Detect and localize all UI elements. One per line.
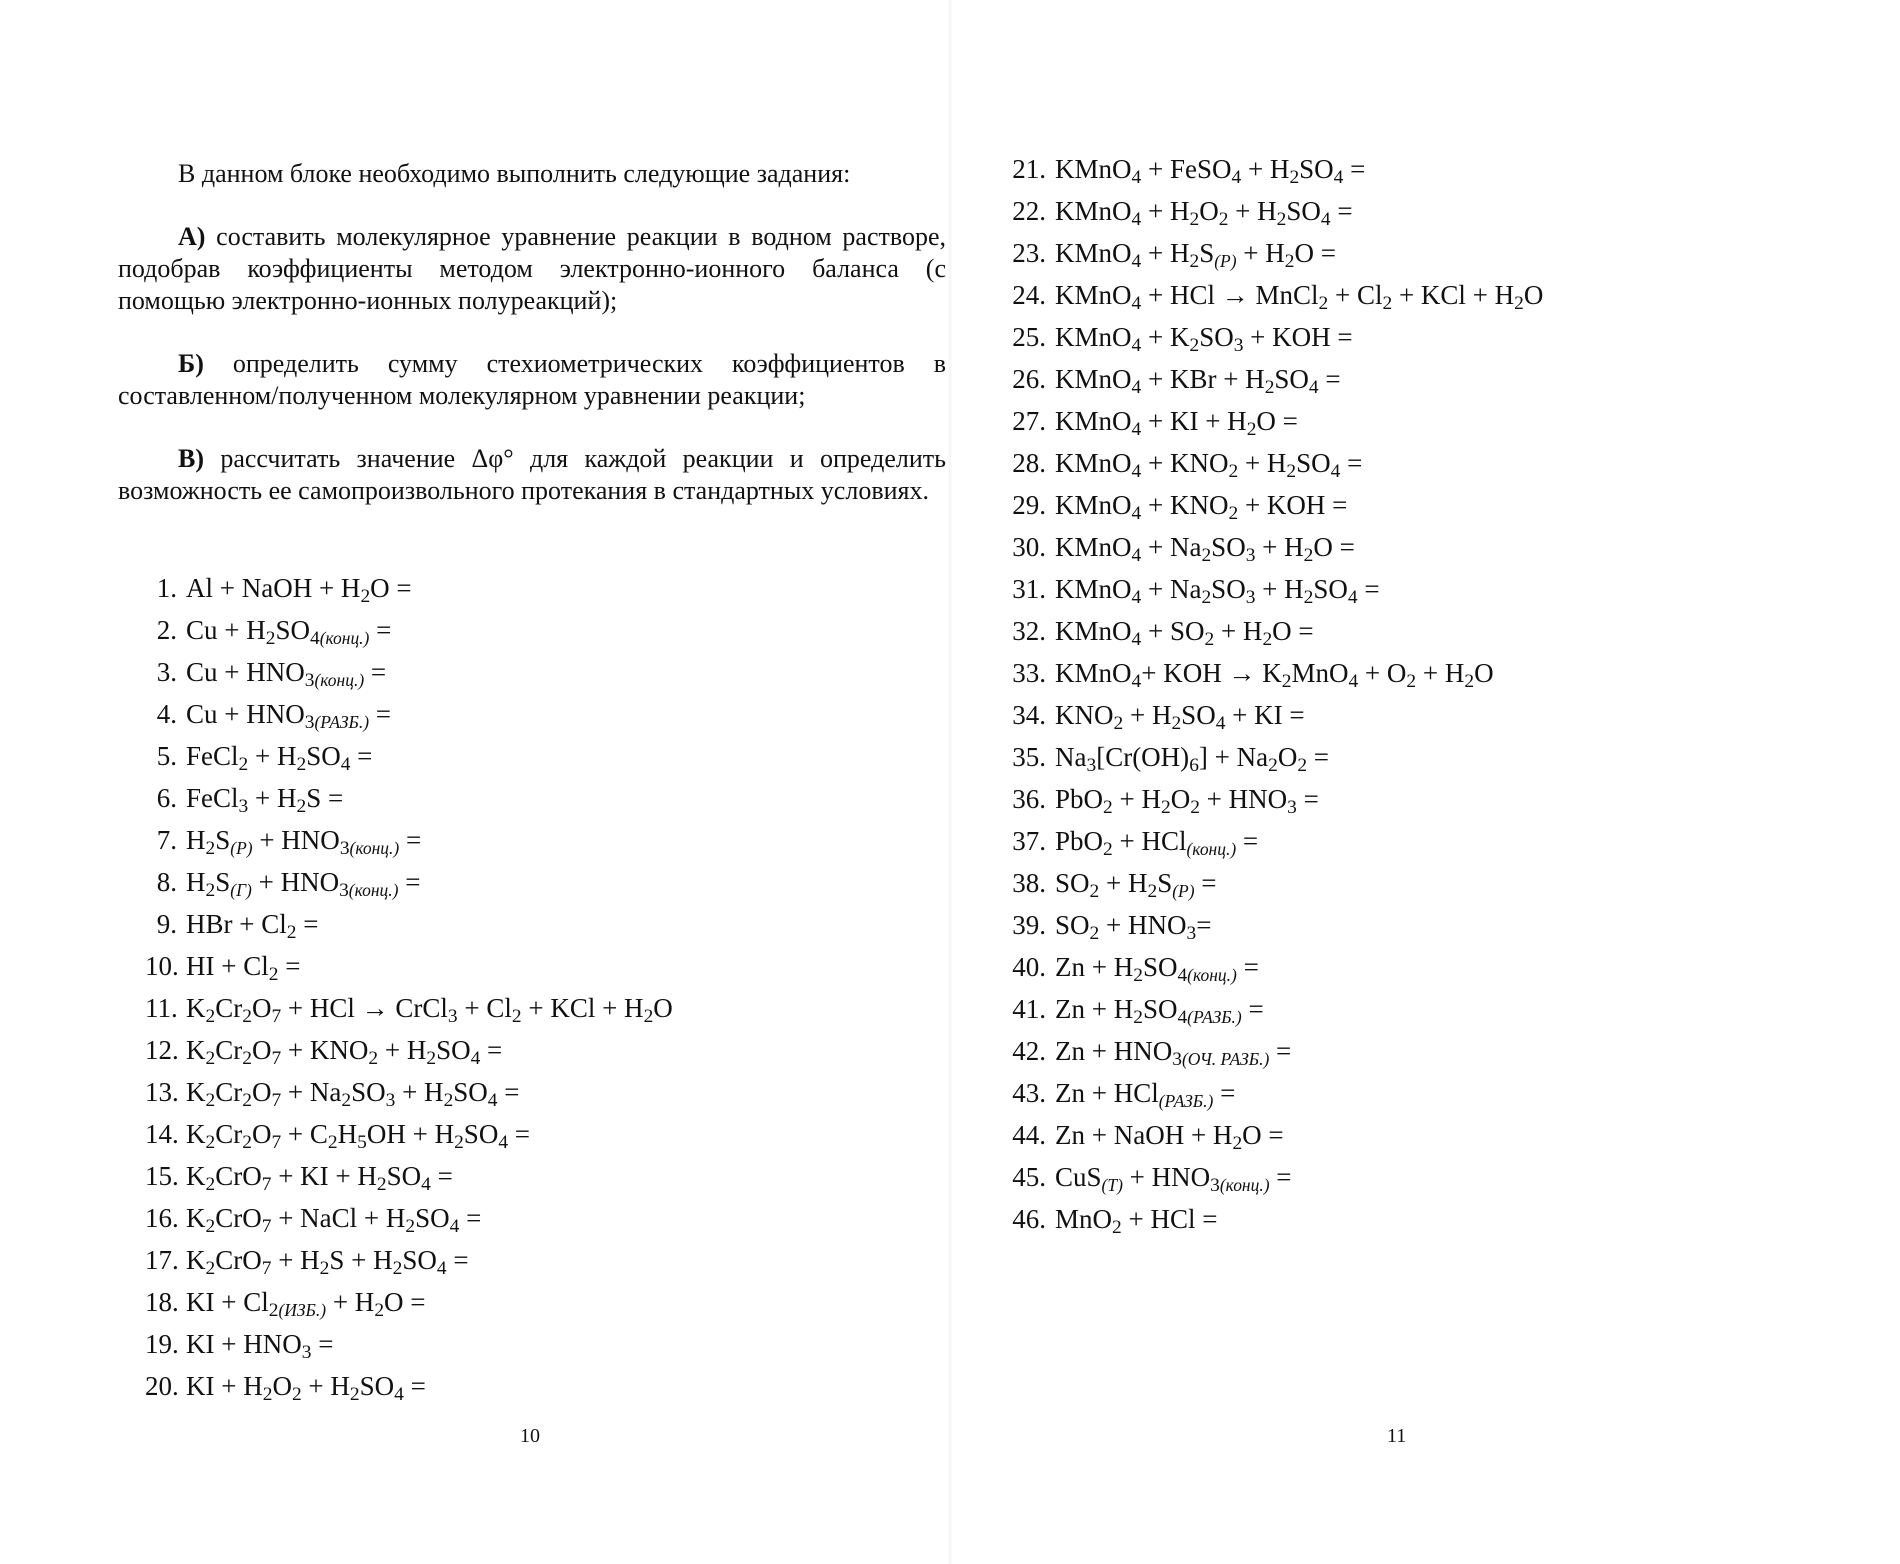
intro-text: В данном блоке необходимо выполнить следующие задания:: [178, 159, 851, 188]
task-a-label: А): [178, 222, 206, 251]
equation-number: 21.: [1012, 154, 1046, 184]
equation-formula: $KNO_2 + H_2SO_4$ + KI =: [1055, 700, 1305, 734]
equation-item: [145, 1071, 673, 1113]
equation-number: 34.: [1012, 700, 1046, 730]
equation-item: [145, 651, 673, 693]
equation-number: 19.: [145, 1329, 179, 1359]
equation-number: 22.: [1012, 196, 1046, 226]
task-b: [118, 348, 946, 412]
equation-item: [1010, 568, 1543, 610]
equation-item: [1010, 904, 1543, 946]
equation-formula: HI + $Cl_2$ =: [186, 951, 301, 985]
page-number-right: 11: [1387, 1425, 1407, 1447]
equation-number: 38.: [1012, 868, 1046, 898]
equation-number: 7.: [156, 825, 177, 855]
equation-item: [1010, 148, 1543, 190]
equation-formula: KMnO$_4$ + $H_2S_{(Р)} + H_2O$ =: [1055, 238, 1336, 272]
equation-formula: PbO$_2$ + HCl$_{(конц.)}$ =: [1055, 826, 1259, 860]
equation-item: [1010, 820, 1543, 862]
equation-item: [1010, 652, 1543, 694]
equation-number: 29.: [1012, 490, 1046, 520]
equation-item: [1010, 1198, 1543, 1240]
task-instructions: [118, 158, 946, 507]
equation-item: [145, 987, 673, 1029]
equation-formula: KI + $HNO_3$ =: [186, 1329, 334, 1363]
equation-number: 30.: [1012, 532, 1046, 562]
equation-formula: $Zn + H_2SO_{4(конц.)}$ =: [1055, 952, 1259, 986]
equation-number: 46.: [1012, 1204, 1046, 1234]
equation-number: 12.: [145, 1035, 179, 1065]
equation-item: [1010, 190, 1543, 232]
equation-formula: $K_2CrO_7$ + NaCl + $H_2SO_4$ =: [186, 1203, 482, 1237]
equation-number: 35.: [1012, 742, 1046, 772]
equation-item: [145, 1281, 673, 1323]
equation-formula: FeCl$_3$ + $H_2S$ =: [186, 783, 344, 817]
equation-item: [1010, 862, 1543, 904]
equation-item: [1010, 1072, 1543, 1114]
equation-number: 14.: [145, 1119, 179, 1149]
equation-item: [145, 1365, 673, 1407]
equation-formula: KMnO$_4$ + $Na_2SO_3 + H_2O$ =: [1055, 532, 1355, 566]
equation-formula: KMnO$_4$ + KI + $H_2O$ =: [1055, 406, 1298, 440]
equation-item: [1010, 1156, 1543, 1198]
equation-formula: $H_2S_{(Г)} + HNO_{3(конц.)}$ =: [186, 867, 421, 901]
equation-item: [145, 777, 673, 819]
equation-item: [1010, 610, 1543, 652]
equation-formula: $SO_2 + H_2S_{(Р)}$ =: [1055, 868, 1217, 902]
equation-item: [145, 609, 673, 651]
equation-item: [1010, 946, 1543, 988]
equation-formula: KMnO$_4$ + HCl → MnCl$_2$ + $Cl_2$ + KCl + $H_2O$: [1055, 280, 1544, 314]
equation-item: [1010, 484, 1543, 526]
equation-formula: $K_2Cr_2O_7$ + HCl → CrCl$_3$ + $Cl_2$ + KCl + $H_2O$: [186, 993, 673, 1027]
equation-number: 17.: [145, 1245, 179, 1275]
equation-number: 18.: [145, 1287, 179, 1317]
equation-formula: MnO$_2$ + HCl =: [1055, 1204, 1218, 1238]
equation-item: [1010, 694, 1543, 736]
equation-item: [145, 1239, 673, 1281]
equation-number: 4.: [156, 699, 177, 729]
equation-number: 1.: [156, 573, 177, 603]
equation-item: [145, 1155, 673, 1197]
equation-formula: $Cu + H_2SO_{4(конц.)}$ =: [186, 615, 392, 649]
equation-item: [145, 861, 673, 903]
equation-formula: $K_2Cr_2O_7 + KNO_2 + H_2SO_4$ =: [186, 1035, 503, 1069]
equation-item: [1010, 274, 1543, 316]
equation-formula: $Zn + HNO_{3(ОЧ. РАЗБ.)}$ =: [1055, 1036, 1292, 1070]
equation-item: [145, 1029, 673, 1071]
equation-number: 28.: [1012, 448, 1046, 478]
equation-item: [1010, 1030, 1543, 1072]
equation-formula: $PbO_2 + H_2O_2 + HNO_3$ =: [1055, 784, 1319, 818]
equation-number: 40.: [1012, 952, 1046, 982]
equation-item: [1010, 358, 1543, 400]
equation-formula: $K_2CrO_7$ + KI + $H_2SO_4$ =: [186, 1161, 453, 1195]
task-c-text: рассчитать значение Δφ° для каждой реакции и определить возможность ее самопроизвольного протекания в стандартных условиях.: [118, 444, 946, 505]
equation-formula: Zn + HCl$_{(РАЗБ.)}$ =: [1055, 1078, 1236, 1111]
equation-formula: KI + $Cl_{2(ИЗБ.)} + H_2O$ =: [186, 1287, 426, 1321]
equation-formula: $K_2Cr_2O_7 + C_2H_5OH + H_2SO_4$ =: [186, 1119, 531, 1153]
equation-formula: KMnO$_4$ + $KNO_2$ + KOH =: [1055, 490, 1348, 524]
equation-number: 11.: [145, 993, 178, 1023]
equation-number: 45.: [1012, 1162, 1046, 1192]
equation-item: [145, 567, 673, 609]
equation-formula: $K_2Cr_2O_7 + Na_2SO_3 + H_2SO_4$ =: [186, 1077, 520, 1111]
task-a-text: составить молекулярное уравнение реакции в водном растворе, подобрав коэффициенты методом электронно-ионного баланса (с помощью электронно-ионных полуреакций);: [118, 222, 946, 315]
equation-number: 44.: [1012, 1120, 1046, 1150]
equation-number: 32.: [1012, 616, 1046, 646]
equation-number: 8.: [156, 867, 177, 897]
equation-number: 6.: [156, 783, 177, 813]
equation-number: 9.: [156, 909, 177, 939]
equation-number: 42.: [1012, 1036, 1046, 1066]
equation-formula: KMnO$_4$ + $SO_2 + H_2O$ =: [1055, 616, 1314, 650]
equation-number: 2.: [156, 615, 177, 645]
equation-number: 27.: [1012, 406, 1046, 436]
equation-number: 5.: [156, 741, 177, 771]
equation-formula: $CuS_{(Т)} + HNO_{3(конц.)}$ =: [1055, 1162, 1292, 1196]
task-a: [118, 221, 946, 317]
equation-item: [1010, 526, 1543, 568]
equation-number: 24.: [1012, 280, 1046, 310]
equation-formula: KMnO$_4$ + FeSO$_4$ + $H_2SO_4$ =: [1055, 154, 1366, 188]
equation-number: 43.: [1012, 1078, 1046, 1108]
task-b-label: Б): [178, 349, 204, 378]
equation-item: [1010, 232, 1543, 274]
equation-number: 39.: [1012, 910, 1046, 940]
equation-formula: $Zn + H_2SO_{4(РАЗБ.)}$ =: [1055, 994, 1264, 1028]
equation-number: 36.: [1012, 784, 1046, 814]
equation-formula: $Cu + HNO_{3(РАЗБ.)}$ =: [186, 699, 392, 733]
equation-list-left: [145, 567, 673, 1407]
equation-item: [1010, 988, 1543, 1030]
equation-number: 15.: [145, 1161, 179, 1191]
equation-formula: KMnO$_4$+ KOH → $K_2MnO_4 + O_2 + H_2O$: [1055, 658, 1494, 692]
equation-item: [145, 693, 673, 735]
equation-formula: $Na_3[Cr(OH)_6] + Na_2O_2$ =: [1055, 742, 1330, 776]
equation-item: [1010, 316, 1543, 358]
equation-formula: KMnO$_4$ + $KNO_2 + H_2SO_4$ =: [1055, 448, 1363, 482]
equation-number: 3.: [156, 657, 177, 687]
equation-formula: KMnO$_4$ + $H_2O_2 + H_2SO_4$ =: [1055, 196, 1353, 230]
equation-item: [145, 1113, 673, 1155]
equation-list-right: [1010, 148, 1543, 1240]
equation-formula: $SO_2 + HNO_3=$: [1055, 910, 1212, 944]
task-c-label: В): [178, 444, 204, 473]
equation-item: [145, 903, 673, 945]
equation-item: [1010, 400, 1543, 442]
equation-formula: $K_2CrO_7 + H_2S + H_2SO_4$ =: [186, 1245, 469, 1279]
equation-number: 41.: [1012, 994, 1046, 1024]
equation-number: 16.: [145, 1203, 179, 1233]
equation-formula: $Cu + HNO_{3(конц.)}$ =: [186, 657, 387, 691]
equation-number: 37.: [1012, 826, 1046, 856]
equation-number: 20.: [145, 1371, 179, 1401]
equation-item: [1010, 736, 1543, 778]
equation-formula: $H_2S_{(Р)} + HNO_{3(конц.)}$ =: [186, 825, 422, 859]
equation-formula: KI + $H_2O_2 + H_2SO_4$ =: [186, 1371, 426, 1405]
equation-number: 23.: [1012, 238, 1046, 268]
equation-item: [1010, 1114, 1543, 1156]
equation-formula: KMnO$_4$ + KBr + $H_2SO_4$ =: [1055, 364, 1341, 398]
equation-number: 13.: [145, 1077, 179, 1107]
equation-formula: FeCl$_2$ + $H_2SO_4$ =: [186, 741, 373, 775]
equation-item: [1010, 778, 1543, 820]
equation-item: [145, 735, 673, 777]
equation-number: 25.: [1012, 322, 1046, 352]
equation-number: 10.: [145, 951, 179, 981]
equation-item: [145, 1197, 673, 1239]
equation-item: [1010, 442, 1543, 484]
equation-item: [145, 819, 673, 861]
equation-item: [145, 945, 673, 987]
equation-formula: Zn + NaOH + $H_2O$ =: [1055, 1120, 1284, 1154]
equation-item: [145, 1323, 673, 1365]
equation-number: 31.: [1012, 574, 1046, 604]
equation-formula: Al + NaOH + $H_2O$ =: [186, 573, 412, 607]
page-number-left: 10: [520, 1425, 540, 1447]
equation-number: 26.: [1012, 364, 1046, 394]
equation-number: 33.: [1012, 658, 1046, 688]
task-c: [118, 443, 946, 507]
equation-formula: KMnO$_4$ + $K_2SO_3$ + KOH =: [1055, 322, 1353, 356]
equation-formula: HBr + $Cl_2$ =: [186, 909, 319, 943]
right-page: [950, 0, 1900, 1564]
task-b-text: определить сумму стехиометрических коэффициентов в составленном/полученном молекулярном уравнении реакции;: [118, 349, 946, 410]
equation-formula: KMnO$_4$ + $Na_2SO_3 + H_2SO_4$ =: [1055, 574, 1380, 608]
